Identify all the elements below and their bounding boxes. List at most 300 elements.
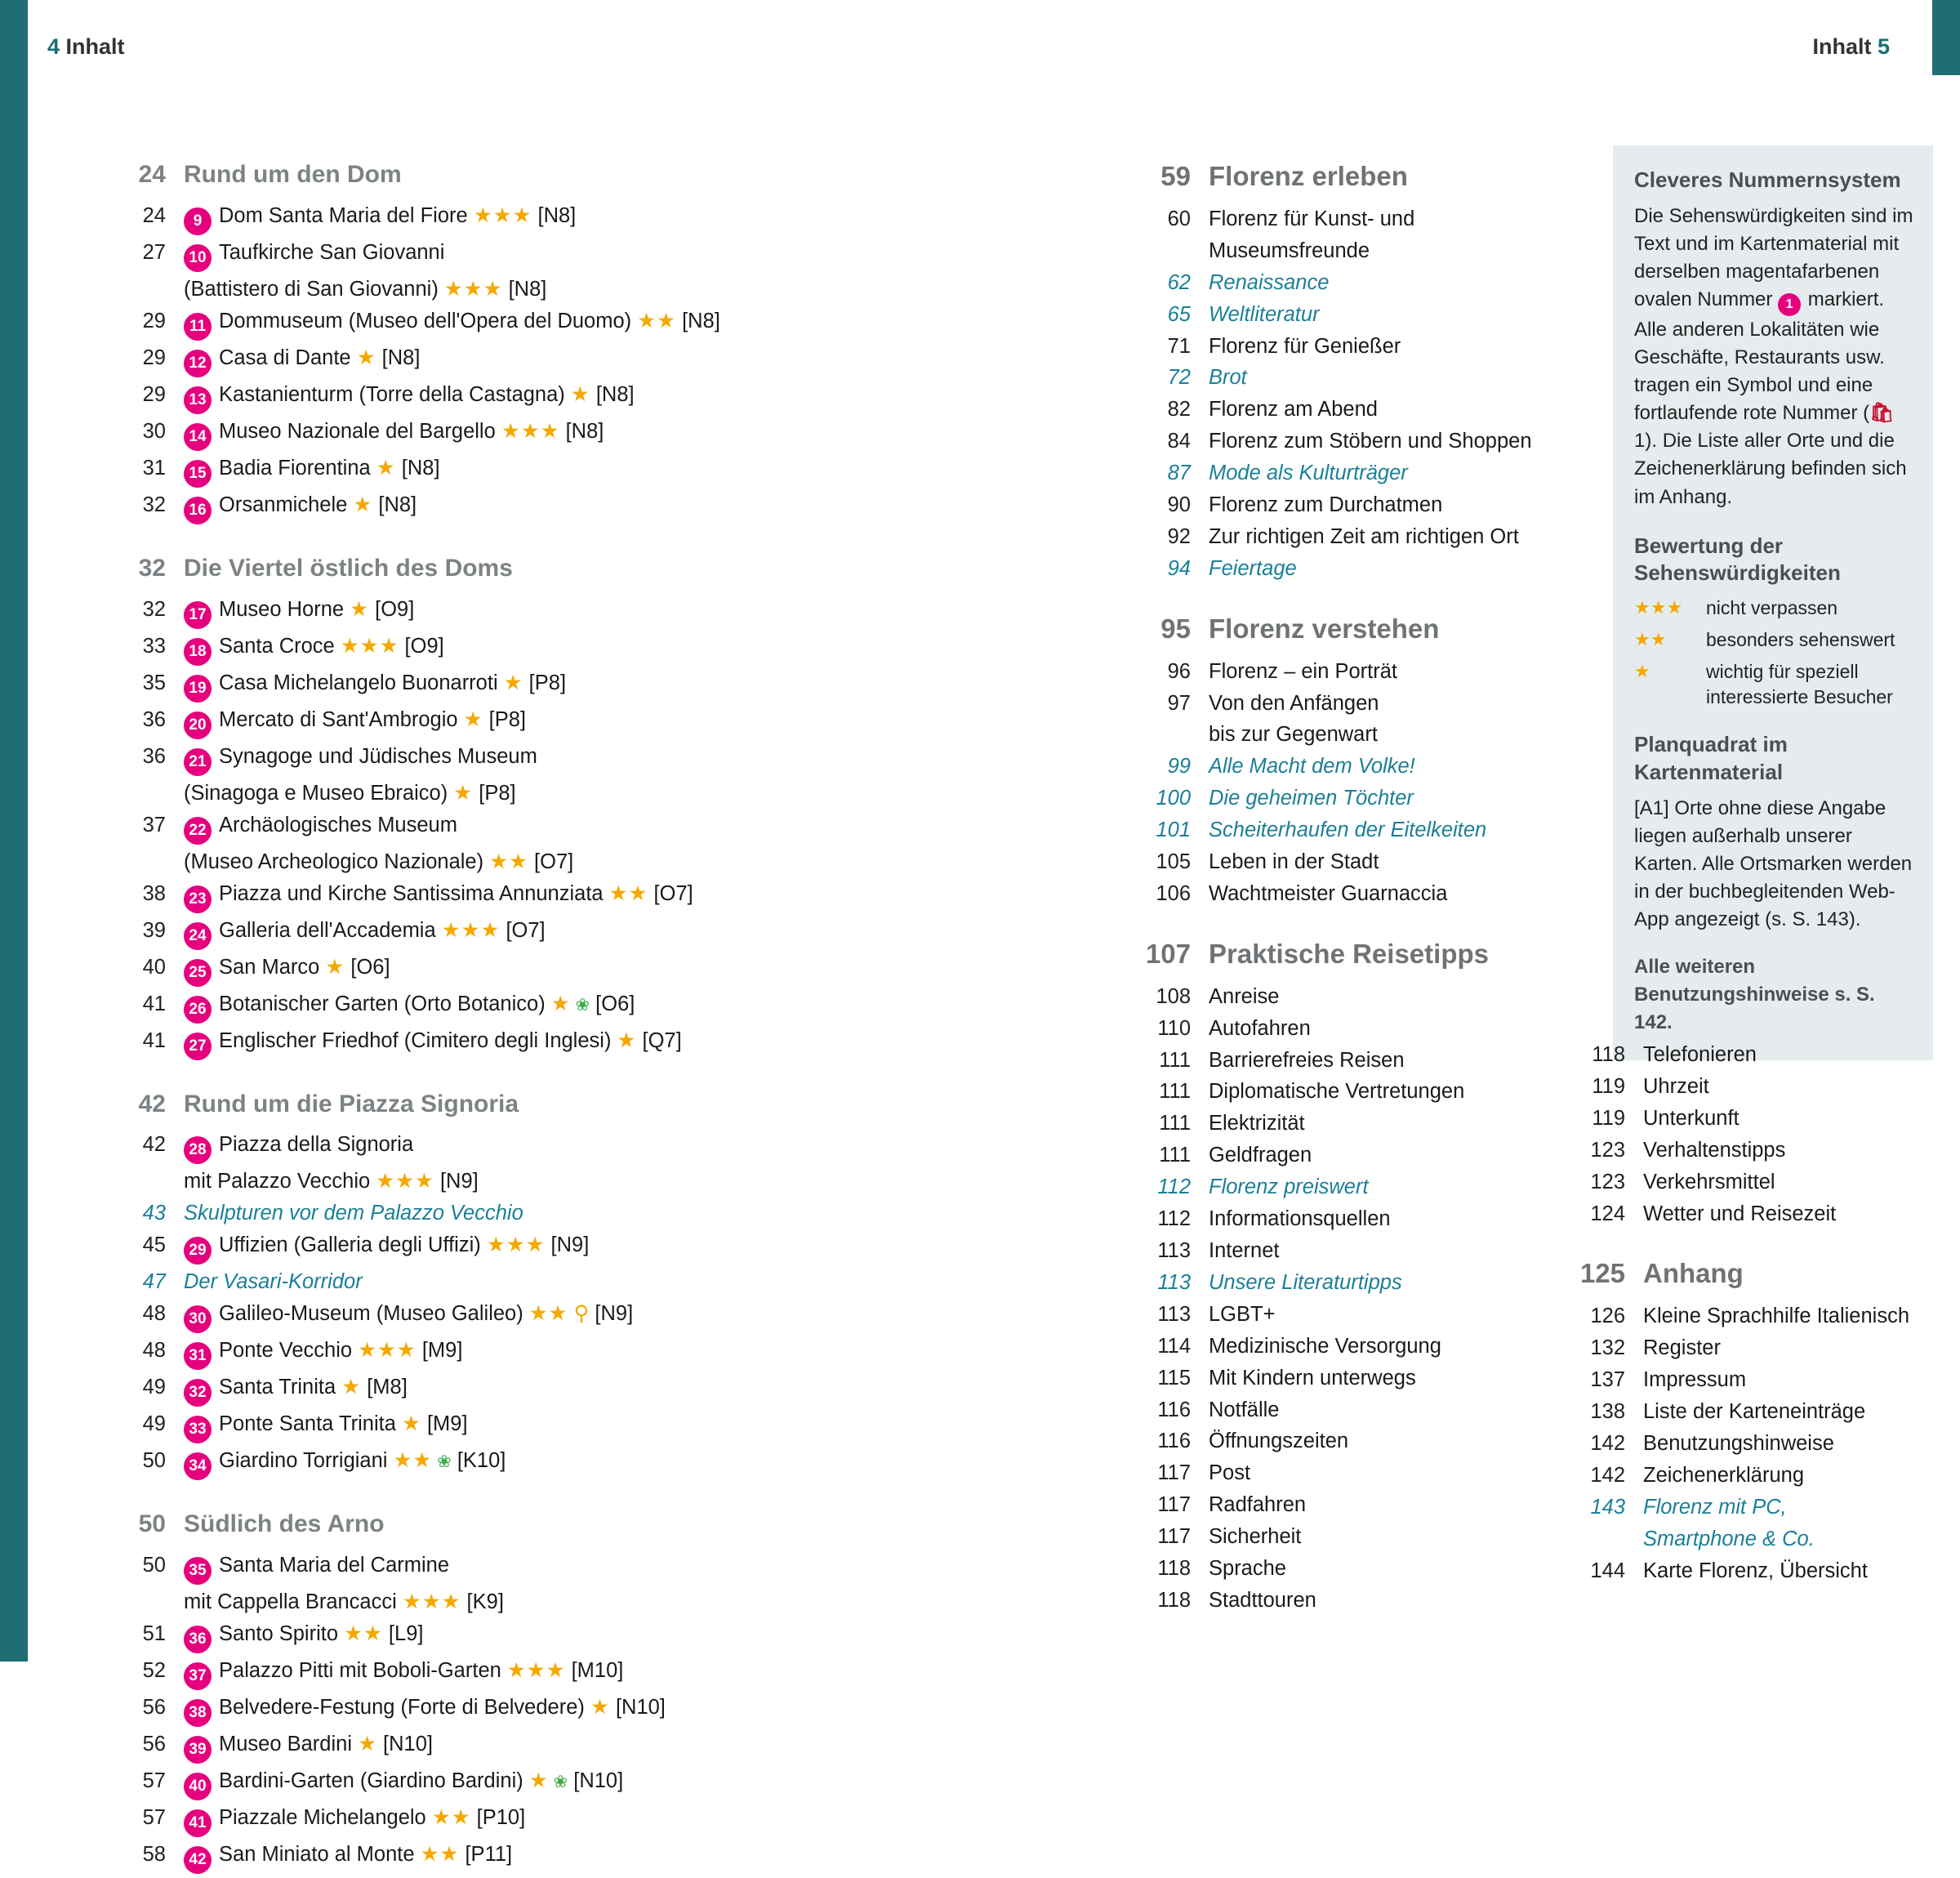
toc-title-text: Geldfragen [1209, 1144, 1312, 1167]
toc-entry [1127, 270, 1633, 297]
toc-title-text: Elektrizität [1209, 1112, 1305, 1135]
toc-entry-title [1209, 206, 1633, 234]
toc-title-text: Zur richtigen Zeit am richtigen Ort [1209, 524, 1519, 548]
toc-title-text: Santo Spirito [219, 1622, 339, 1645]
toc-page-number: 52 [142, 1658, 166, 1682]
toc-entry [1535, 1303, 1944, 1331]
toc-title-text: Mode als Kulturträger [1209, 462, 1408, 485]
toc-page-number: 101 [1156, 819, 1191, 842]
toc-title-text: Casa Michelangelo Buonarroti [219, 671, 498, 694]
map-grid-reference: [O9] [369, 597, 415, 621]
toc-entry [102, 849, 1017, 877]
magenta-number-bullet-icon: 30 [184, 1305, 212, 1333]
toc-title-text: Florenz preiswert [1209, 1175, 1369, 1199]
toc-page-number: 123 [1590, 1170, 1625, 1193]
toc-entry-title [1209, 301, 1633, 329]
toc-title-text: Impressum [1643, 1368, 1747, 1392]
toc-page-number: 29 [142, 382, 166, 406]
toc-page-number: 29 [142, 309, 166, 332]
toc-entry [1535, 1105, 1944, 1133]
toc-entry-title [184, 1200, 1017, 1228]
toc-page-number: 35 [142, 671, 166, 694]
toc-entry-title [184, 1088, 1017, 1121]
toc-page-number: 41 [142, 1028, 166, 1052]
toc-page-number: 24 [138, 161, 166, 188]
toc-page-number: 45 [142, 1233, 166, 1257]
rating-stars-icon: ★ [1634, 661, 1650, 682]
toc-entry [102, 812, 1017, 845]
toc-entry-title [1209, 555, 1633, 583]
toc-entry-title [184, 596, 1017, 629]
map-grid-reference: [O7] [500, 918, 546, 942]
toc-entry-title [1643, 1303, 1944, 1331]
toc-entry [102, 633, 1017, 666]
toc-title-text: Unterkunft [1643, 1106, 1740, 1130]
right-page-tab [1932, 0, 1960, 75]
rating-stars-icon: ★ [350, 597, 370, 621]
toc-page-number: 50 [142, 1449, 166, 1473]
map-grid-reference: [N8] [559, 419, 604, 443]
toc-title-text: Telefonieren [1643, 1043, 1757, 1066]
magenta-number-bullet-icon: 41 [184, 1809, 212, 1837]
toc-entry-title [1643, 1494, 1944, 1522]
toc-entry [102, 276, 1017, 304]
toc-title-text: Scheiterhaufen der Eitelkeiten [1209, 819, 1487, 842]
map-grid-reference: [L9] [382, 1622, 424, 1645]
toc-title-text: Casa di Dante [219, 346, 351, 369]
toc-entry [1535, 1335, 1944, 1363]
map-grid-reference: [N10] [376, 1732, 434, 1755]
toc-entry [1535, 1367, 1944, 1394]
info-box-text-part2: markiert. Alle anderen Lokalitäten wie Geschäfte, Restaurants usw. tragen ein Symbol und eine fortlaufende rote Nummer ( [1634, 288, 1885, 425]
rating-stars-icon: ★★ [431, 1805, 471, 1829]
toc-title-text: Öffnungszeiten [1209, 1430, 1349, 1453]
toc-entry [102, 418, 1017, 451]
toc-entry-title [1643, 1105, 1944, 1133]
toc-section-heading [1127, 611, 1633, 647]
magenta-number-bullet-icon: 19 [184, 675, 212, 703]
toc-page-number: 137 [1590, 1368, 1625, 1392]
toc-page-number: 111 [1159, 1080, 1191, 1104]
toc-title-text: Verkehrsmittel [1643, 1170, 1775, 1193]
toc-entry-title [1643, 1558, 1944, 1586]
toc-entry-title [184, 239, 1017, 272]
rating-stars-icon: ★★ [420, 1842, 460, 1866]
toc-entry [1535, 1169, 1944, 1197]
toc-title-text: Wetter und Reisezeit [1643, 1202, 1837, 1225]
toc-page-number: 116 [1157, 1430, 1191, 1453]
toc-entry-title [1643, 1430, 1944, 1458]
toc-entry [1127, 333, 1633, 361]
toc-entry [102, 1589, 1017, 1617]
toc-page-number: 60 [1167, 207, 1191, 230]
toc-entry-title [1209, 1015, 1633, 1043]
rating-legend [1634, 596, 1913, 710]
toc-entry [102, 991, 1017, 1024]
toc-title-text: Florenz zum Durchatmen [1209, 493, 1443, 517]
magenta-number-bullet-icon: 25 [184, 959, 212, 987]
toc-entry [102, 239, 1017, 272]
toc-entry [1127, 690, 1633, 718]
toc-page-number: 118 [1157, 1588, 1191, 1612]
toc-title-text: Feiertage [1209, 556, 1297, 580]
toc-title-text: Brot [1209, 366, 1247, 390]
toc-entry [102, 707, 1017, 739]
toc-entry-title [184, 158, 1017, 191]
toc-entry [102, 1374, 1017, 1407]
map-grid-reference: [N9] [545, 1233, 590, 1257]
toc-page-number: 87 [1167, 462, 1191, 485]
rating-stars-icon: ★★★ [441, 918, 501, 942]
toc-entry [102, 780, 1017, 808]
map-grid-reference: [K10] [451, 1449, 506, 1473]
toc-page-number: 36 [142, 744, 166, 768]
toc-page-number: 49 [142, 1376, 166, 1399]
toc-title-text: Synagoge und Jüdisches Museum [219, 744, 537, 768]
toc-title-text: Santa Trinita [219, 1376, 336, 1399]
toc-page-number: 116 [1157, 1398, 1191, 1421]
magenta-number-bullet-icon: 38 [184, 1699, 212, 1727]
toc-page-number: 144 [1590, 1559, 1625, 1582]
toc-entry-title [1209, 158, 1633, 194]
toc-title-text: Galileo-Museum (Museo Galileo) [219, 1302, 523, 1326]
toc-page-number: 142 [1590, 1431, 1625, 1455]
toc-entry-title [1643, 1169, 1944, 1197]
toc-entry [1127, 555, 1633, 583]
toc-title-text: Galleria dell'Accademia [219, 918, 436, 942]
toc-entry-title [1209, 881, 1633, 908]
toc-entry-title [184, 1589, 1017, 1617]
toc-title-text: Diplomatische Vertretungen [1209, 1080, 1465, 1104]
map-grid-reference: [N8] [502, 277, 547, 301]
info-box-paragraph [1634, 203, 1913, 511]
toc-section-heading [102, 1088, 1017, 1121]
toc-entry-title [184, 308, 1017, 341]
map-grid-reference: [P8] [523, 671, 567, 694]
toc-page-number: 29 [142, 346, 166, 369]
toc-section-heading [1127, 936, 1633, 972]
map-grid-reference: [M9] [416, 1339, 463, 1363]
toc-entry-title [184, 1269, 1017, 1296]
rating-stars-icon: ★ [550, 992, 571, 1015]
magenta-number-bullet-icon: 24 [184, 922, 212, 950]
toc-title-text: Medizinische Versorgung [1209, 1334, 1441, 1358]
toc-page-number: 108 [1156, 984, 1191, 1008]
toc-entry [102, 1731, 1017, 1764]
toc-entry-title [184, 1337, 1017, 1370]
toc-title-text: Florenz für Genießer [1209, 334, 1401, 358]
toc-entry [1127, 492, 1633, 520]
toc-page-number: 56 [142, 1732, 166, 1755]
toc-entry-title [184, 849, 1017, 877]
toc-entry-title [184, 812, 1017, 845]
toc-entry-title [184, 780, 1017, 808]
toc-page-number: 111 [1159, 1144, 1191, 1167]
toc-page-number: 107 [1145, 938, 1191, 969]
toc-title-text: Florenz verstehen [1209, 613, 1440, 644]
toc-page-number: 143 [1590, 1495, 1625, 1519]
toc-entry-title [1209, 817, 1633, 845]
toc-title-text: Kastanienturm (Torre della Castagna) [219, 382, 565, 406]
toc-title-text: bis zur Gegenwart [1209, 723, 1378, 747]
toc-entry-title [1643, 1462, 1944, 1490]
map-grid-reference: [O6] [590, 992, 635, 1015]
toc-page-number: 111 [1159, 1112, 1191, 1135]
toc-entry-title [184, 881, 1017, 913]
info-box-text-part1: Die Sehenswürdigkeiten sind im Text und im Kartenmaterial mit derselben magentafarbenen ovalen Nummer [1634, 204, 1913, 311]
rating-stars-icon: ★ [376, 456, 396, 480]
toc-entry-title [1209, 690, 1633, 718]
toc-section-heading [102, 552, 1017, 585]
toc-entry-title [184, 1508, 1017, 1541]
toc-title-text: Piazza della Signoria [219, 1133, 414, 1157]
toc-entry-title [1209, 984, 1633, 1011]
toc-title-text: Weltliteratur [1209, 302, 1320, 326]
toc-page-number: 125 [1579, 1258, 1625, 1289]
toc-entry-title [184, 670, 1017, 703]
toc-page-number: 96 [1167, 659, 1191, 683]
toc-title-text: Liste der Karteneinträge [1643, 1400, 1866, 1424]
toc-entry-title [184, 743, 1017, 776]
info-box-note: Alle weiteren Benutzungshinweise s. S. 142. [1634, 956, 1875, 1033]
toc-page-number: 84 [1167, 430, 1191, 453]
toc-title-text: Archäologisches Museum [219, 813, 457, 836]
leaf-icon: ❀ [432, 1452, 452, 1472]
toc-title-text: Botanischer Garten (Orto Botanico) [219, 992, 546, 1015]
toc-title-text: Rund um die Piazza Signoria [184, 1090, 519, 1117]
toc-entry-title [184, 1731, 1017, 1764]
rating-stars-icon: ★★★ [486, 1233, 546, 1257]
toc-page-number: 59 [1160, 161, 1191, 191]
rating-stars-icon: ★ [341, 1376, 362, 1399]
toc-title-text: LGBT+ [1209, 1302, 1276, 1326]
toc-page-number: 94 [1167, 556, 1191, 580]
toc-page-number: 39 [142, 918, 166, 942]
toc-page-number: 82 [1167, 398, 1191, 422]
toc-section-heading [102, 1508, 1017, 1541]
toc-entry-title [184, 1552, 1017, 1585]
toc-entry [1127, 1015, 1633, 1043]
map-grid-reference: [Q7] [636, 1028, 682, 1052]
toc-title-text: Kleine Sprachhilfe Italienisch [1643, 1305, 1910, 1328]
toc-page-number: 119 [1592, 1106, 1625, 1130]
toc-title-text: Anreise [1209, 984, 1280, 1008]
toc-section-heading [1535, 1256, 1944, 1291]
toc-page-number: 37 [142, 813, 166, 836]
rating-stars-icon: ★★ [393, 1449, 433, 1473]
magenta-number-bullet-icon: 32 [184, 1379, 212, 1407]
toc-title-text: Dommuseum (Museo dell'Opera del Duomo) [219, 309, 632, 332]
toc-entry-title [184, 1028, 1017, 1060]
toc-page-number: 27 [142, 240, 166, 264]
toc-page-number: 51 [142, 1622, 166, 1645]
toc-page-number: 40 [142, 955, 166, 979]
rating-stars-icon: ★★★ [506, 1658, 566, 1682]
map-grid-reference: [N8] [590, 382, 635, 406]
rating-legend-row [1634, 627, 1913, 653]
rating-legend-row [1634, 596, 1913, 621]
toc-title-text: Bardini-Garten (Giardino Bardini) [219, 1769, 523, 1792]
toc-entry-title [1209, 364, 1633, 392]
toc-entry-title [184, 1768, 1017, 1800]
map-grid-reference: [P8] [473, 781, 516, 805]
toc-title-text: Museo Horne [219, 597, 345, 621]
toc-entry [1127, 238, 1633, 265]
toc-entry-title [1209, 1587, 1633, 1615]
map-grid-reference: [N8] [675, 309, 720, 332]
rating-stars-icon: ★★ [528, 1302, 568, 1326]
toc-entry-title [184, 991, 1017, 1024]
toc-entry [1127, 1587, 1633, 1615]
rating-stars-icon: ★ [590, 1695, 610, 1719]
toc-title-text: Sprache [1209, 1557, 1286, 1581]
toc-title-text: Verhaltenstipps [1643, 1138, 1786, 1162]
rating-stars-icon: ★★★ [340, 634, 399, 658]
rating-stars-icon: ★★★ [443, 277, 503, 301]
map-grid-reference: [P10] [470, 1805, 526, 1829]
toc-entry [1127, 721, 1633, 749]
map-grid-reference: [P8] [483, 707, 527, 731]
toc-title-text: Praktische Reisetipps [1209, 938, 1489, 969]
toc-entry-title [184, 1232, 1017, 1265]
running-head-right [1812, 34, 1890, 60]
map-grid-reference: [O7] [528, 850, 574, 873]
rating-stars-icon: ★ [356, 346, 376, 369]
toc-page-number: 138 [1590, 1400, 1625, 1424]
toc-entry-title [1209, 721, 1633, 749]
toc-title-text: Piazzale Michelangelo [219, 1805, 426, 1829]
toc-page-number: 110 [1157, 1016, 1191, 1040]
toc-section-heading [102, 158, 1017, 191]
magenta-number-bullet-icon: 17 [184, 601, 212, 629]
toc-page-number: 31 [142, 456, 166, 480]
toc-title-text: Ponte Santa Trinita [219, 1412, 396, 1436]
toc-entry-title [1643, 1335, 1944, 1363]
toc-entry [102, 596, 1017, 629]
toc-entry [1535, 1526, 1944, 1554]
toc-entry [1127, 206, 1633, 234]
running-head-left [47, 34, 125, 60]
toc-title-text: Florenz am Abend [1209, 398, 1378, 422]
toc-title-text: Alle Macht dem Volke! [1209, 755, 1415, 778]
toc-entry [1535, 1073, 1944, 1101]
map-grid-reference: [O7] [648, 881, 693, 905]
toc-page-number: 48 [142, 1302, 166, 1326]
magenta-number-bullet-icon: 37 [184, 1662, 212, 1690]
toc-entry [102, 1337, 1017, 1370]
toc-title-text: Register [1643, 1336, 1721, 1360]
toc-page-number: 24 [142, 203, 166, 227]
leaf-icon: ❀ [570, 995, 590, 1015]
toc-title-text: Anhang [1643, 1258, 1744, 1289]
rating-stars-icon: ★★ [608, 881, 648, 905]
magenta-number-bullet-icon: 28 [184, 1136, 212, 1164]
toc-entry-title [184, 1374, 1017, 1407]
toc-entry-title [184, 1448, 1017, 1480]
toc-entry [1535, 1398, 1944, 1426]
toc-title-text: (Battistero di San Giovanni) [184, 277, 439, 301]
toc-entry [102, 1200, 1017, 1228]
toc-title-text: Museo Nazionale del Bargello [219, 419, 496, 443]
page-number-left: 4 [47, 34, 60, 59]
toc-page-number: 41 [142, 992, 166, 1015]
map-grid-reference: [N8] [395, 456, 440, 480]
toc-entry-title [1643, 1367, 1944, 1394]
rating-stars-icon: ★★★ [402, 1590, 461, 1613]
toc-title-text: Palazzo Pitti mit Boboli-Garten [219, 1658, 501, 1682]
rating-stars-icon: ★ [528, 1769, 549, 1792]
toc-entry-title [1209, 611, 1633, 647]
rating-stars-icon: ★★★ [501, 419, 560, 443]
toc-page-number: 32 [142, 597, 166, 621]
magenta-number-bullet-icon: 26 [184, 996, 212, 1024]
map-grid-reference: [N9] [434, 1170, 479, 1193]
toc-entry-title [184, 1168, 1017, 1196]
magenta-number-bullet-icon: 9 [184, 207, 212, 235]
toc-entry [102, 1168, 1017, 1196]
magenta-number-bullet-icon: 21 [184, 748, 212, 776]
map-grid-reference: [O9] [399, 634, 444, 658]
toc-title-text: Skulpturen vor dem Palazzo Vecchio [184, 1202, 523, 1225]
toc-page-number: 113 [1157, 1270, 1191, 1294]
rating-stars-icon: ★★★ [1634, 597, 1683, 618]
toc-section-heading [1127, 158, 1633, 194]
toc-entry-title [1209, 492, 1633, 520]
toc-title-text: Englischer Friedhof (Cimitero degli Inglesi) [219, 1028, 612, 1052]
toc-title-text: Karte Florenz, Übersicht [1643, 1559, 1868, 1582]
toc-page-number: 72 [1167, 366, 1191, 390]
magenta-number-bullet-icon: 36 [184, 1626, 212, 1653]
map-grid-reference: [M10] [565, 1658, 624, 1682]
map-grid-reference: [N8] [376, 346, 421, 369]
toc-entry [1127, 364, 1633, 392]
toc-entry [1535, 1494, 1944, 1522]
toc-entry-title [184, 1841, 1017, 1874]
toc-title-text: Santa Croce [219, 634, 335, 658]
toc-page-number: 57 [142, 1769, 166, 1792]
toc-entry-title [184, 455, 1017, 488]
toc-entry-title [184, 1694, 1017, 1727]
toc-entry [102, 1657, 1017, 1690]
info-box [1613, 145, 1933, 1060]
toc-page-number: 92 [1167, 524, 1191, 548]
toc-entry-title [184, 633, 1017, 666]
toc-entry [1127, 524, 1633, 551]
toc-title-text: Piazza und Kirche Santissima Annunziata [219, 881, 604, 905]
toc-entry [102, 1028, 1017, 1060]
toc-entry-title [184, 954, 1017, 987]
toc-page-number: 117 [1157, 1461, 1191, 1485]
toc-entry [1535, 1558, 1944, 1586]
map-grid-reference: [N8] [372, 493, 417, 516]
toc-entry [102, 1131, 1017, 1164]
rating-stars-icon: ★★★ [358, 1339, 416, 1363]
toc-title-text: Post [1209, 1461, 1251, 1485]
rating-legend-text: nicht verpassen [1706, 597, 1838, 619]
info-box-text-part3: ). Die Liste aller Orte und die Zeichenerklärung befinden sich im Anhang. [1634, 430, 1907, 508]
toc-title-text: (Sinagoga e Museo Ebraico) [184, 781, 448, 805]
toc-entry [1535, 1462, 1944, 1490]
rating-stars-icon: ★ [401, 1412, 421, 1436]
toc-title-text: (Museo Archeologico Nazionale) [184, 850, 484, 873]
toc-page-number: 42 [142, 1133, 166, 1157]
toc-title-text: Sicherheit [1209, 1525, 1302, 1549]
toc-entry-title [184, 1300, 1017, 1333]
toc-title-text: Unsere Literaturtipps [1209, 1270, 1402, 1294]
running-head-right-label: Inhalt [1812, 34, 1872, 59]
toc-entry-title [184, 1657, 1017, 1690]
map-grid-reference: [M9] [421, 1412, 468, 1436]
